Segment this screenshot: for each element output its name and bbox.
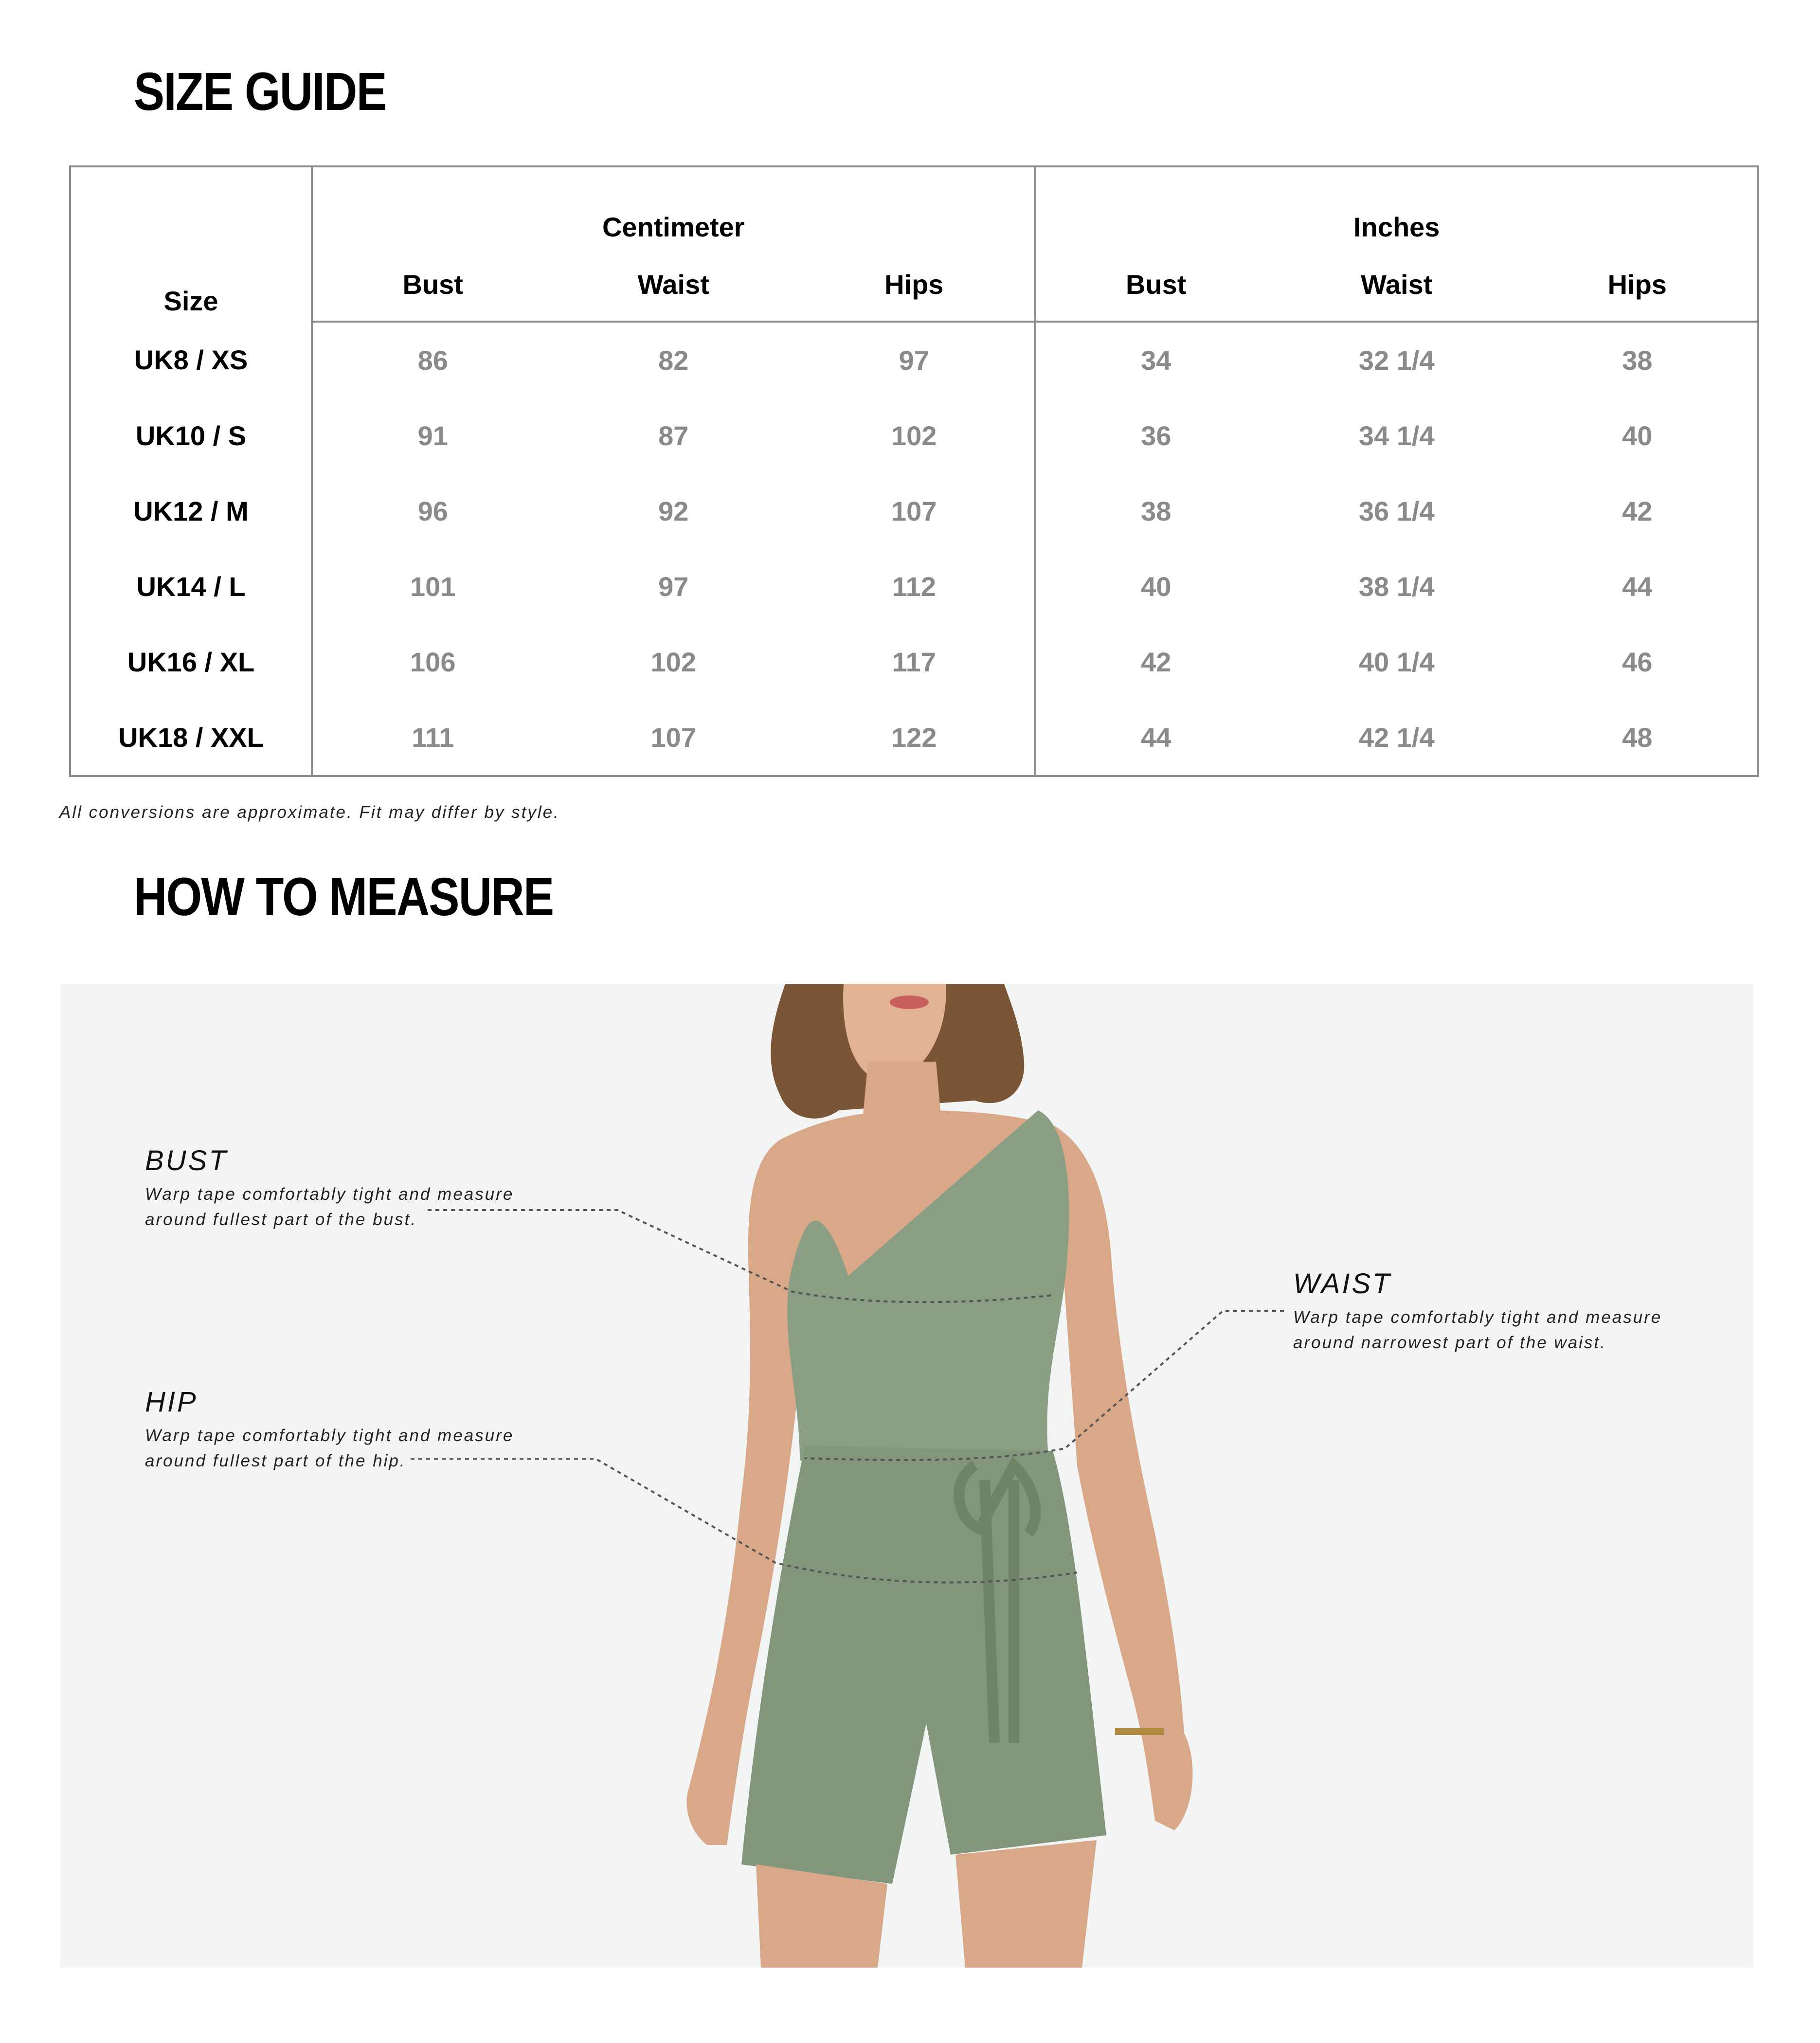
table-row: [70, 549, 1758, 624]
cm-bust-value: 101: [410, 571, 456, 602]
in-waist-value: 36 1/4: [1358, 496, 1435, 526]
in-waist-value: 38 1/4: [1358, 571, 1435, 602]
conversion-note: All conversions are approximate. Fit may differ by style.: [59, 803, 560, 822]
romper-shorts: [741, 1446, 1106, 1884]
in-bust-value: 34: [1141, 345, 1171, 376]
inches-group-header: Inches: [1353, 212, 1440, 242]
size-guide-table: [69, 165, 1759, 777]
waist-line-1: Warp tape comfortably tight and measure: [1293, 1308, 1662, 1327]
in-bust-value: 44: [1141, 722, 1171, 753]
bust-line-1: Warp tape comfortably tight and measure: [145, 1185, 514, 1204]
in-waist-value: 34 1/4: [1358, 420, 1435, 451]
hip-description: [145, 1423, 583, 1474]
cm-waist-value: 82: [658, 345, 689, 376]
cm-hips-value: 117: [794, 624, 1035, 700]
waist-callout: [1293, 1267, 1731, 1356]
cm-bust-value: 86: [417, 345, 448, 376]
right-leg: [955, 1840, 1097, 1968]
waist-title: WAIST: [1293, 1268, 1392, 1300]
table-row: [70, 322, 1758, 398]
size-label: UK10 / S: [70, 398, 312, 473]
cm-hips-header: Hips: [794, 248, 1035, 322]
in-hips-header: Hips: [1517, 248, 1759, 322]
bust-line-2: around fullest part of the bust.: [145, 1210, 417, 1229]
in-hips-value: 42: [1622, 496, 1653, 526]
cm-waist-value: 107: [650, 722, 696, 753]
cm-hips-value: 112: [794, 549, 1035, 624]
cm-waist-value: 97: [658, 571, 689, 602]
in-hips-value: 38: [1622, 345, 1653, 376]
cm-bust-header: Bust: [312, 248, 553, 322]
size-label: UK8 / XS: [70, 322, 312, 398]
cm-hips-value: 97: [794, 322, 1035, 398]
bust-description: [145, 1182, 583, 1232]
cm-waist-header: Waist: [553, 248, 794, 322]
in-bust-value: 42: [1141, 647, 1171, 677]
in-hips-value: 44: [1622, 571, 1653, 602]
cm-hips-value: 102: [794, 398, 1035, 473]
hip-title: HIP: [145, 1386, 198, 1418]
in-bust-value: 36: [1141, 420, 1171, 451]
size-guide-title: SIZE GUIDE: [134, 62, 386, 122]
hip-line-2: around fullest part of the hip.: [145, 1451, 406, 1470]
in-waist-header: Waist: [1276, 248, 1517, 322]
in-bust-header: Bust: [1035, 248, 1277, 322]
table-row: [70, 700, 1758, 776]
cm-waist-value: 87: [658, 420, 689, 451]
how-to-measure-title: HOW TO MEASURE: [134, 867, 554, 927]
measure-illustration-panel: [60, 984, 1753, 1968]
in-waist-value: 32 1/4: [1358, 345, 1435, 376]
waist-description: [1293, 1305, 1731, 1356]
hip-line-1: Warp tape comfortably tight and measure: [145, 1426, 514, 1445]
in-waist-value: 42 1/4: [1358, 722, 1435, 753]
size-label: UK14 / L: [70, 549, 312, 624]
bust-callout: [145, 1144, 583, 1232]
size-label: UK12 / M: [70, 473, 312, 549]
in-bust-value: 40: [1141, 571, 1171, 602]
lips: [890, 995, 929, 1009]
table-row: [70, 398, 1758, 473]
in-bust-value: 38: [1141, 496, 1171, 526]
cm-waist-value: 92: [658, 496, 689, 526]
cm-waist-value: 102: [650, 647, 696, 677]
waist-line-2: around narrowest part of the waist.: [1293, 1333, 1606, 1352]
size-column-header: Size: [70, 166, 312, 322]
centimeter-group-header: Centimeter: [312, 166, 1035, 248]
cm-bust-value: 106: [410, 647, 456, 677]
cm-bust-value: 111: [412, 722, 454, 753]
bust-title: BUST: [145, 1145, 228, 1176]
model-figure: [60, 984, 1753, 1968]
cm-hips-value: 107: [794, 473, 1035, 549]
neck: [863, 1062, 941, 1115]
cm-bust-value: 96: [417, 496, 448, 526]
size-label: UK16 / XL: [70, 624, 312, 700]
column-header-row: [70, 248, 1758, 322]
table-row: [70, 473, 1758, 549]
size-label: UK18 / XXL: [70, 700, 312, 776]
unit-group-row: [70, 166, 1758, 248]
table-row: [70, 624, 1758, 700]
in-waist-value: 40 1/4: [1358, 647, 1435, 677]
hip-callout: [145, 1386, 583, 1474]
in-hips-value: 48: [1622, 722, 1653, 753]
in-hips-value: 46: [1622, 647, 1653, 677]
cm-hips-value: 122: [794, 700, 1035, 776]
in-hips-value: 40: [1622, 420, 1653, 451]
watch: [1115, 1728, 1164, 1735]
cm-bust-value: 91: [417, 420, 448, 451]
